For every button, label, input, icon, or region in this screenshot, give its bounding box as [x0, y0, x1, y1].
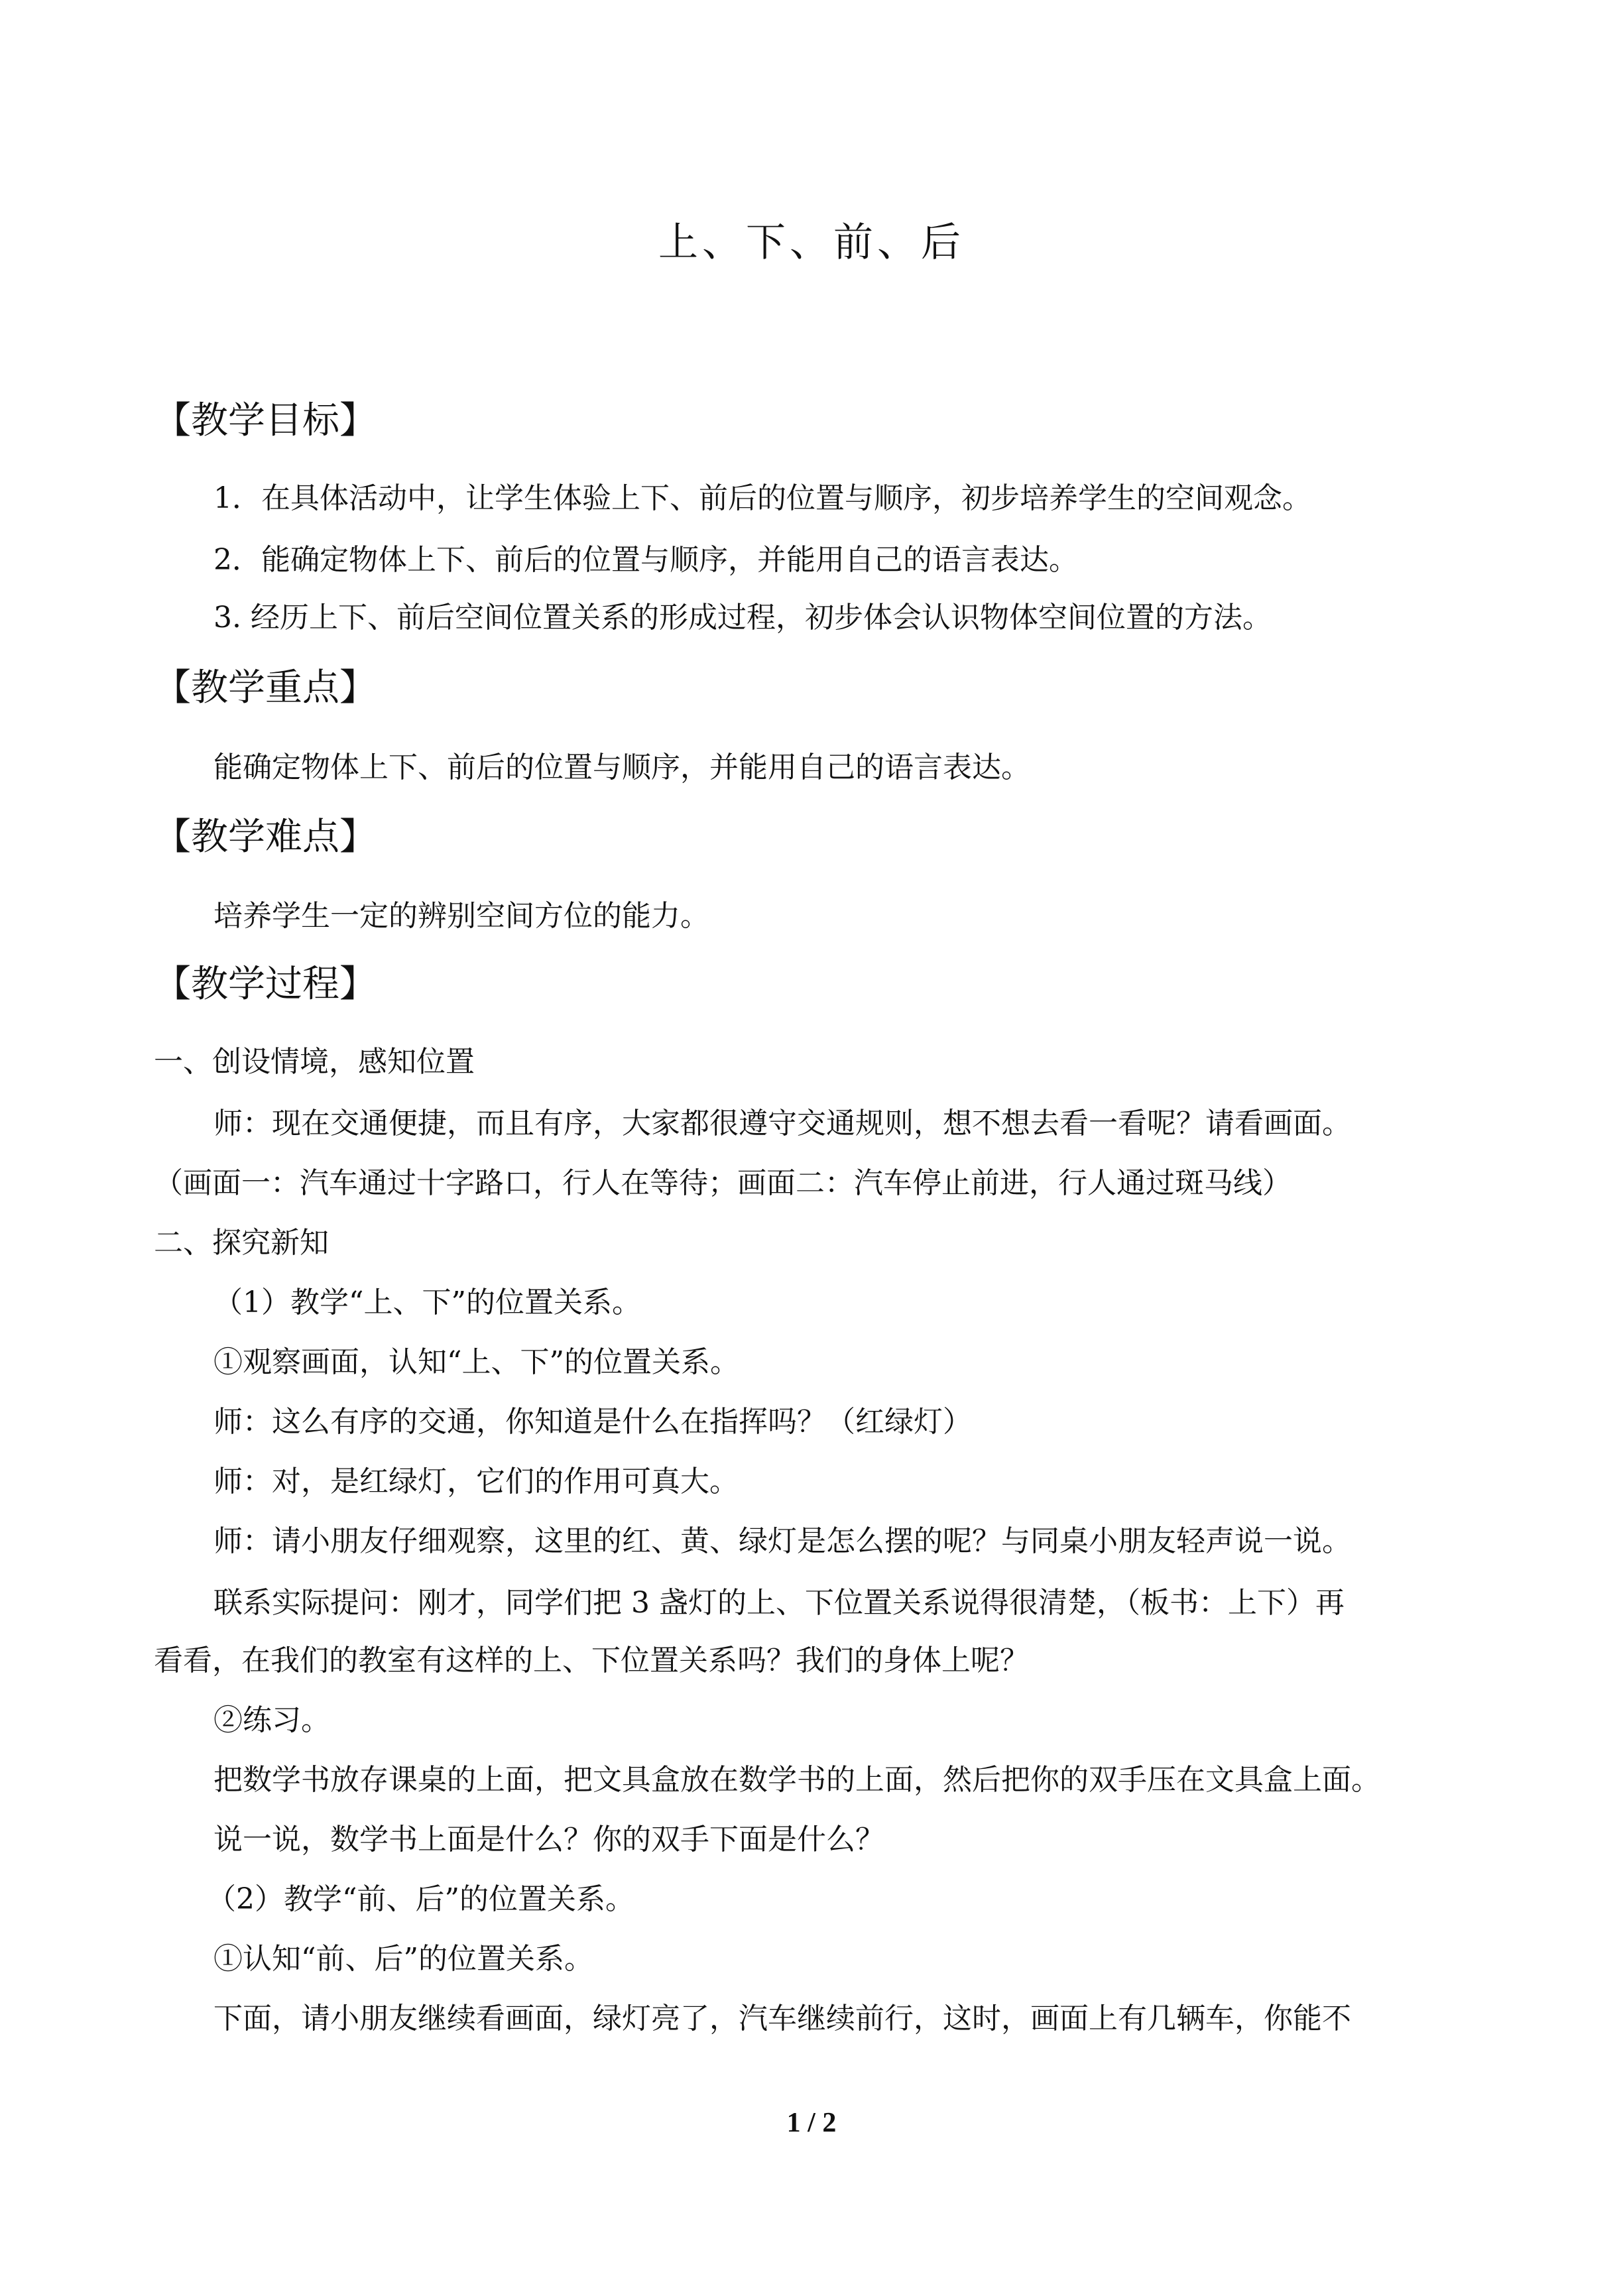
page-title: 上、下、前、后 [658, 219, 965, 266]
goal-item: 2．能确定物体上下、前后的位置与顺序，并能用自己的语言表达。 [213, 543, 1078, 577]
paragraph: ②练习。 [213, 1703, 330, 1737]
paragraph: 师：对，是红绿灯，它们的作用可真大。 [213, 1465, 739, 1498]
paragraph: 师：现在交通便捷，而且有序，大家都很遵守交通规则，想不想去看一看呢？请看画面。 [213, 1107, 1351, 1140]
paragraph: 说一说，数学书上面是什么？你的双手下面是什么？ [213, 1823, 884, 1856]
goal-item: 3. 经历上下、前后空间位置关系的形成过程，初步体会认识物体空间位置的方法。 [213, 601, 1272, 634]
difficulties-text: 培养学生一定的辨别空间方位的能力。 [213, 899, 709, 933]
paragraph: 把数学书放存课桌的上面，把文具盒放在数学书的上面，然后把你的双手压在文具盒上面。 [213, 1763, 1380, 1797]
paragraph: 联系实际提问：刚才，同学们把 3 盏灯的上、下位置关系说得很清楚，（板书：上下）再 [213, 1586, 1345, 1620]
paragraph: 师：请小朋友仔细观察，这里的红、黄、绿灯是怎么摆的呢？与同桌小朋友轻声说一说。 [213, 1524, 1351, 1558]
key-points-text: 能确定物体上下、前后的位置与顺序，并能用自己的语言表达。 [213, 751, 1030, 784]
process-heading: 【教学过程】 [154, 963, 377, 1006]
key-points-heading: 【教学重点】 [154, 666, 377, 709]
paragraph: ①观察画面，认知“上、下”的位置关系。 [213, 1345, 739, 1379]
paragraph: 下面，请小朋友继续看画面，绿灯亮了，汽车继续前行，这时，画面上有几辆车，你能不 [213, 2002, 1351, 2035]
section-heading: 二、探究新知 [154, 1226, 329, 1260]
section-heading: 一、创设情境，感知位置 [154, 1045, 475, 1079]
goals-heading: 【教学目标】 [154, 399, 377, 442]
paragraph: 看看，在我们的教室有这样的上、下位置关系吗？我们的身体上呢？ [154, 1644, 1029, 1677]
paragraph: 师：这么有序的交通，你知道是什么在指挥吗？（红绿灯） [213, 1405, 972, 1439]
paragraph: （2）教学“前、后”的位置关系。 [207, 1882, 634, 1916]
goal-item: 1．在具体活动中，让学生体验上下、前后的位置与顺序，初步培养学生的空间观念。 [213, 481, 1311, 515]
paragraph: （1）教学“上、下”的位置关系。 [213, 1286, 641, 1319]
paragraph: ①认知“前、后”的位置关系。 [213, 1942, 593, 1976]
difficulties-heading: 【教学难点】 [154, 816, 377, 859]
page-number: 1 / 2 [786, 2108, 837, 2138]
paragraph: （画面一：汽车通过十字路口，行人在等待；画面二：汽车停止前进，行人通过斑马线） [154, 1166, 1292, 1200]
